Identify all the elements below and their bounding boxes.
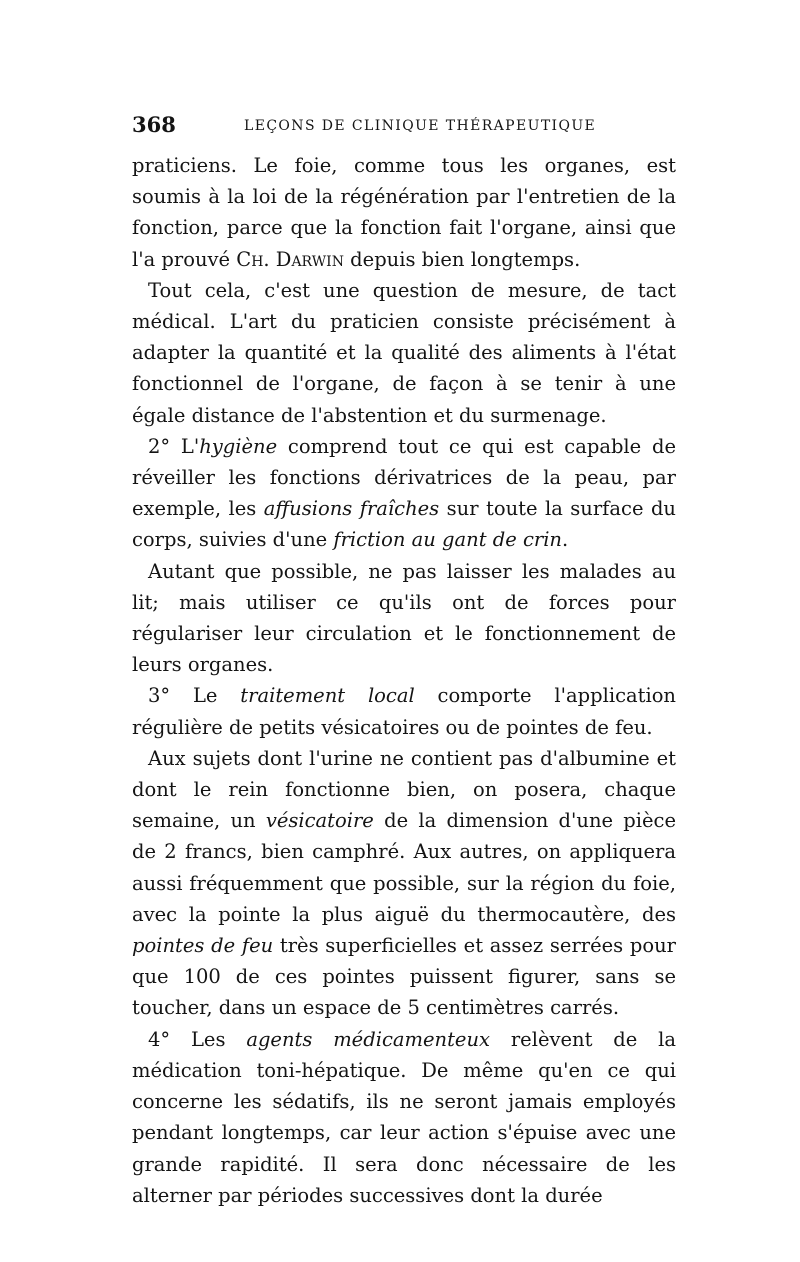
paragraph-1-text-a: praticiens. Le foie, comme tous les organes, est soumis à la loi de la régénération par l'entretien de la fonction, parce que la fonction fait l'organe, ainsi que l'a prouvé (132, 154, 676, 271)
paragraph-6-text-b: de la dimension d'une pièce de 2 francs, bien camphré. Aux autres, on appliquera aussi fréquemment que possible, sur la région du foie, avec la pointe la plus aiguë du thermocautère, des (132, 809, 677, 926)
paragraph-3 (132, 431, 676, 556)
paragraph-3-mid2: sur toute la surface du corps, suivies d'une (132, 497, 676, 552)
body-text (132, 150, 676, 1211)
paragraph-2-text: Tout cela, c'est une question de mesure, de tact médical. L'art du praticien consiste précisément à adapter la quantité et la qualité des aliments à l'état fonctionnel de l'organe, de façon à se tenir à une égale distance de l'abstention et du surmenage. (132, 278, 676, 427)
paragraph-3-prefix: 2° L' (148, 434, 200, 458)
paragraph-4 (132, 556, 676, 681)
term-traitement-local: traitement local (240, 684, 415, 708)
paragraph-5-prefix: 3° Le (148, 684, 241, 708)
page-number: 368 (132, 112, 176, 137)
author-name: Ch. Darwin (236, 247, 344, 271)
running-head (132, 112, 676, 142)
term-hygiene: hygiène (199, 434, 278, 458)
paragraph-4-text: Autant que possible, ne pas laisser les malades au lit; mais utiliser ce qu'ils ont de forces pour régulariser leur circulation et le fonctionnement de leurs organes. (132, 559, 676, 677)
paragraph-6-text-c: très superficielles et assez serrées pour que 100 de ces pointes puissent figurer, sans se toucher, dans un espace de 5 centimètres carrés. (132, 934, 676, 1020)
paragraph-1 (132, 150, 676, 275)
term-vesicatoire: vésicatoire (265, 809, 374, 833)
page-header-title: LEÇONS DE CLINIQUE THÉRAPEUTIQUE (244, 118, 597, 134)
term-pointes-de-feu: pointes de feu (132, 934, 274, 958)
term-agents-medicamenteux: agents médicamenteux (246, 1027, 491, 1051)
paragraph-5 (132, 680, 676, 742)
paragraph-6 (132, 743, 676, 1024)
paragraph-1-text-b: depuis bien longtemps. (343, 247, 581, 271)
paragraph-3-end: . (562, 528, 569, 552)
paragraph-7-prefix: 4° Les (148, 1027, 247, 1051)
paragraph-7-end: relèvent de la médication toni-hépatique. De même qu'en ce qui concerne les sédatifs, ils ne seront jamais employés pendant longtemps, car leur action s'épuise avec une grande rapidité. Il sera donc nécessaire de les alterner par périodes successives dont la durée (132, 1027, 676, 1207)
book-page (132, 112, 676, 1211)
paragraph-5-end: comporte l'application régulière de petits vésicatoires ou de pointes de feu. (132, 684, 676, 739)
paragraph-2 (132, 275, 676, 431)
term-friction: friction au gant de crin (333, 528, 562, 552)
paragraph-7 (132, 1024, 676, 1211)
term-affusions: affusions fraîches (263, 497, 440, 521)
paragraph-6-text-a: Aux sujets dont l'urine ne contient pas d'albumine et dont le rein fonctionne bien, on posera, chaque semaine, un (132, 746, 676, 833)
paragraph-3-mid: comprend tout ce qui est capable de réveiller les fonctions dérivatrices de la peau, par exemple, les (132, 434, 676, 521)
